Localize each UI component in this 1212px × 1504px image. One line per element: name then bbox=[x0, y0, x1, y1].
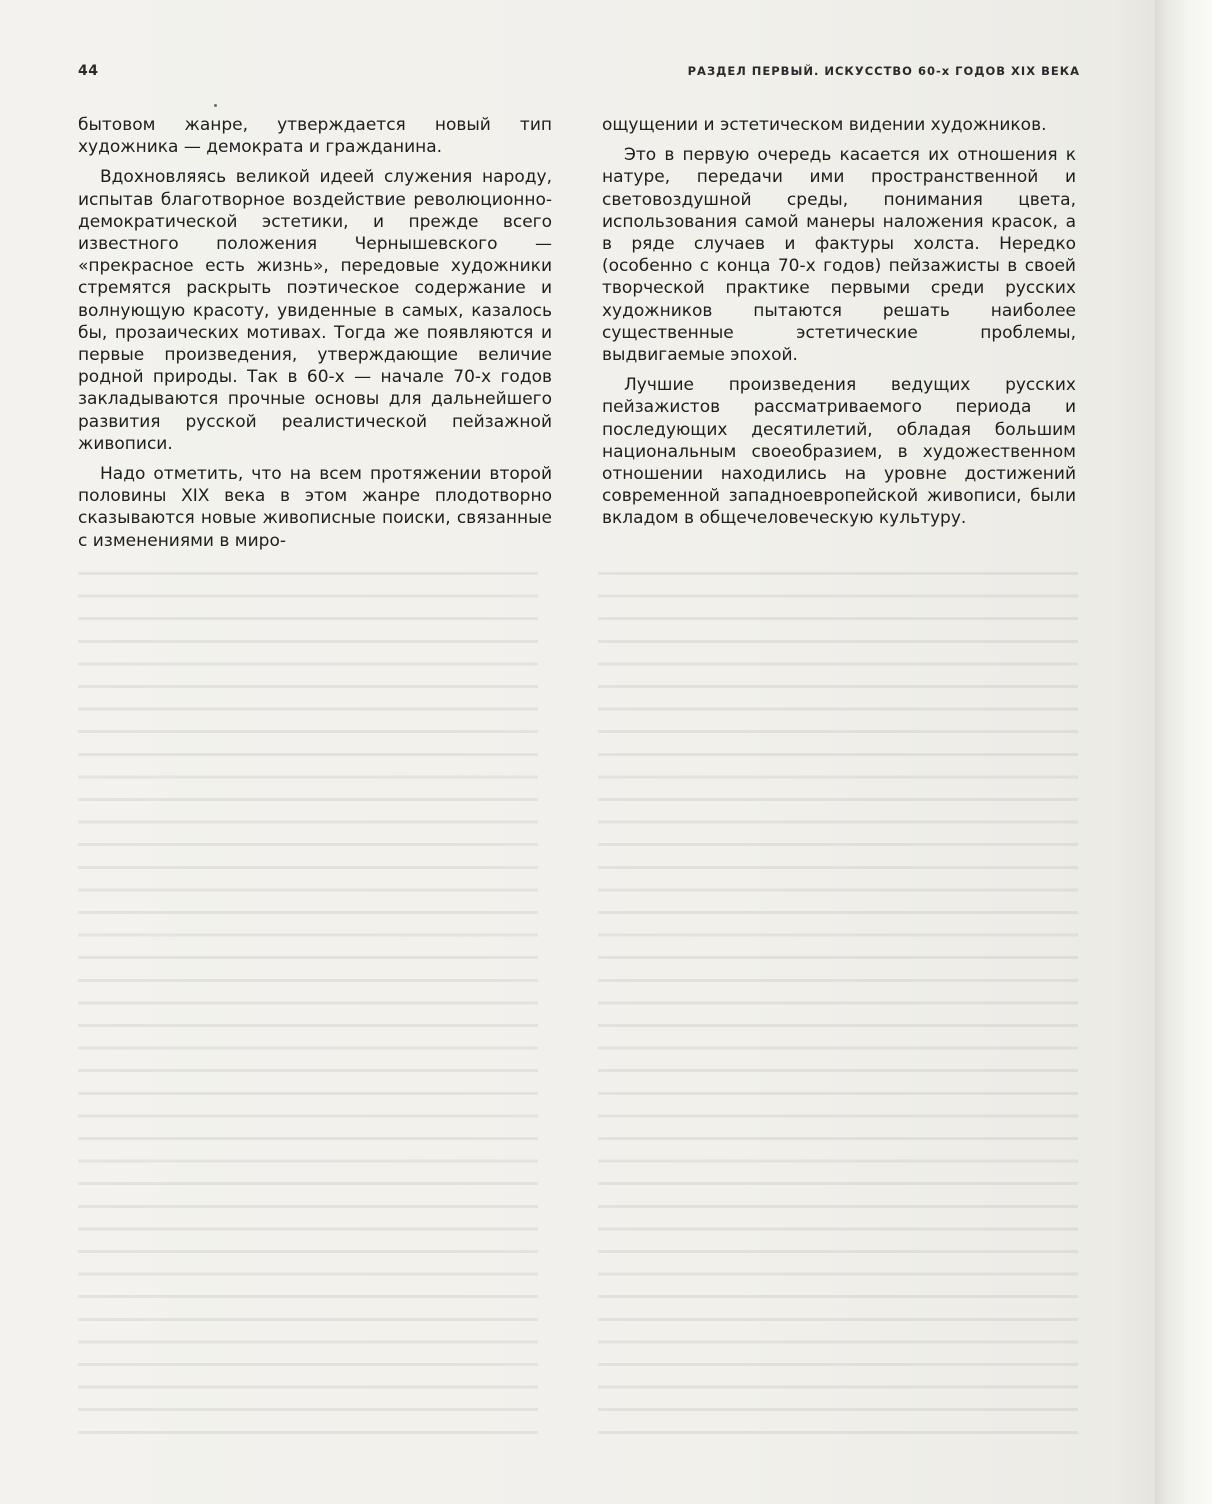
running-head: РАЗДЕЛ ПЕРВЫЙ. ИСКУССТВО 60-х ГОДОВ XIX ВЕКА bbox=[687, 64, 1080, 78]
left-column bbox=[78, 114, 552, 560]
paragraph: Лучшие произведения ведущих русских пейзажистов рассматриваемого периода и последующих десятилетий, обладая большим национальным своеобразием, в художественном отношении находились на уровне достижений современной западноевропейской живописи, были вкладом в общечеловеческую культуру. bbox=[602, 375, 1076, 529]
paragraph: Надо отметить, что на всем протяжении второй половины XIX века в этом жанре плодотворно сказываются новые живописные поиски, связанные с изменениями в миро- bbox=[78, 464, 552, 551]
right-column bbox=[602, 114, 1076, 538]
print-speck bbox=[214, 104, 217, 107]
page-gutter-shadow bbox=[1155, 0, 1212, 1504]
paragraph-continuation: ощущении и эстетическом видении художников. bbox=[602, 115, 1047, 135]
show-through-text bbox=[78, 560, 1078, 1450]
paragraph: Это в первую очередь касается их отношения к натуре, передачи ими пространственной и световоздушной среды, понимания цвета, использования самой манеры наложения красок, а в ряде случаев и фактуры холста. Нередко (особенно с конца 70-х годов) пейзажисты в своей творческой практике первыми среди русских художников пытаются решать наиболее существенные эстетические проблемы, выдвигаемые эпохой. bbox=[602, 145, 1076, 366]
paragraph-continuation: бытовом жанре, утверждается новый тип художника — демократа и гражданина. bbox=[78, 115, 552, 158]
page-number: 44 bbox=[78, 63, 99, 79]
paragraph: Вдохновляясь великой идеей служения народу, испытав благотворное воздействие революционно-демократической эстетики, и прежде всего известного положения Чернышевского — «прекрасное есть жизнь», передовые художники стремятся раскрыть поэтическое содержание и волнующую красоту, увиденные в самых, казалось бы, прозаических мотивах. Тогда же появляются и первые произведения, утверждающие величие родной природы. Так в 60-х — начале 70-х годов закладываются прочные основы для дальнейшего развития русской реалистической пейзажной живописи. bbox=[78, 167, 552, 454]
